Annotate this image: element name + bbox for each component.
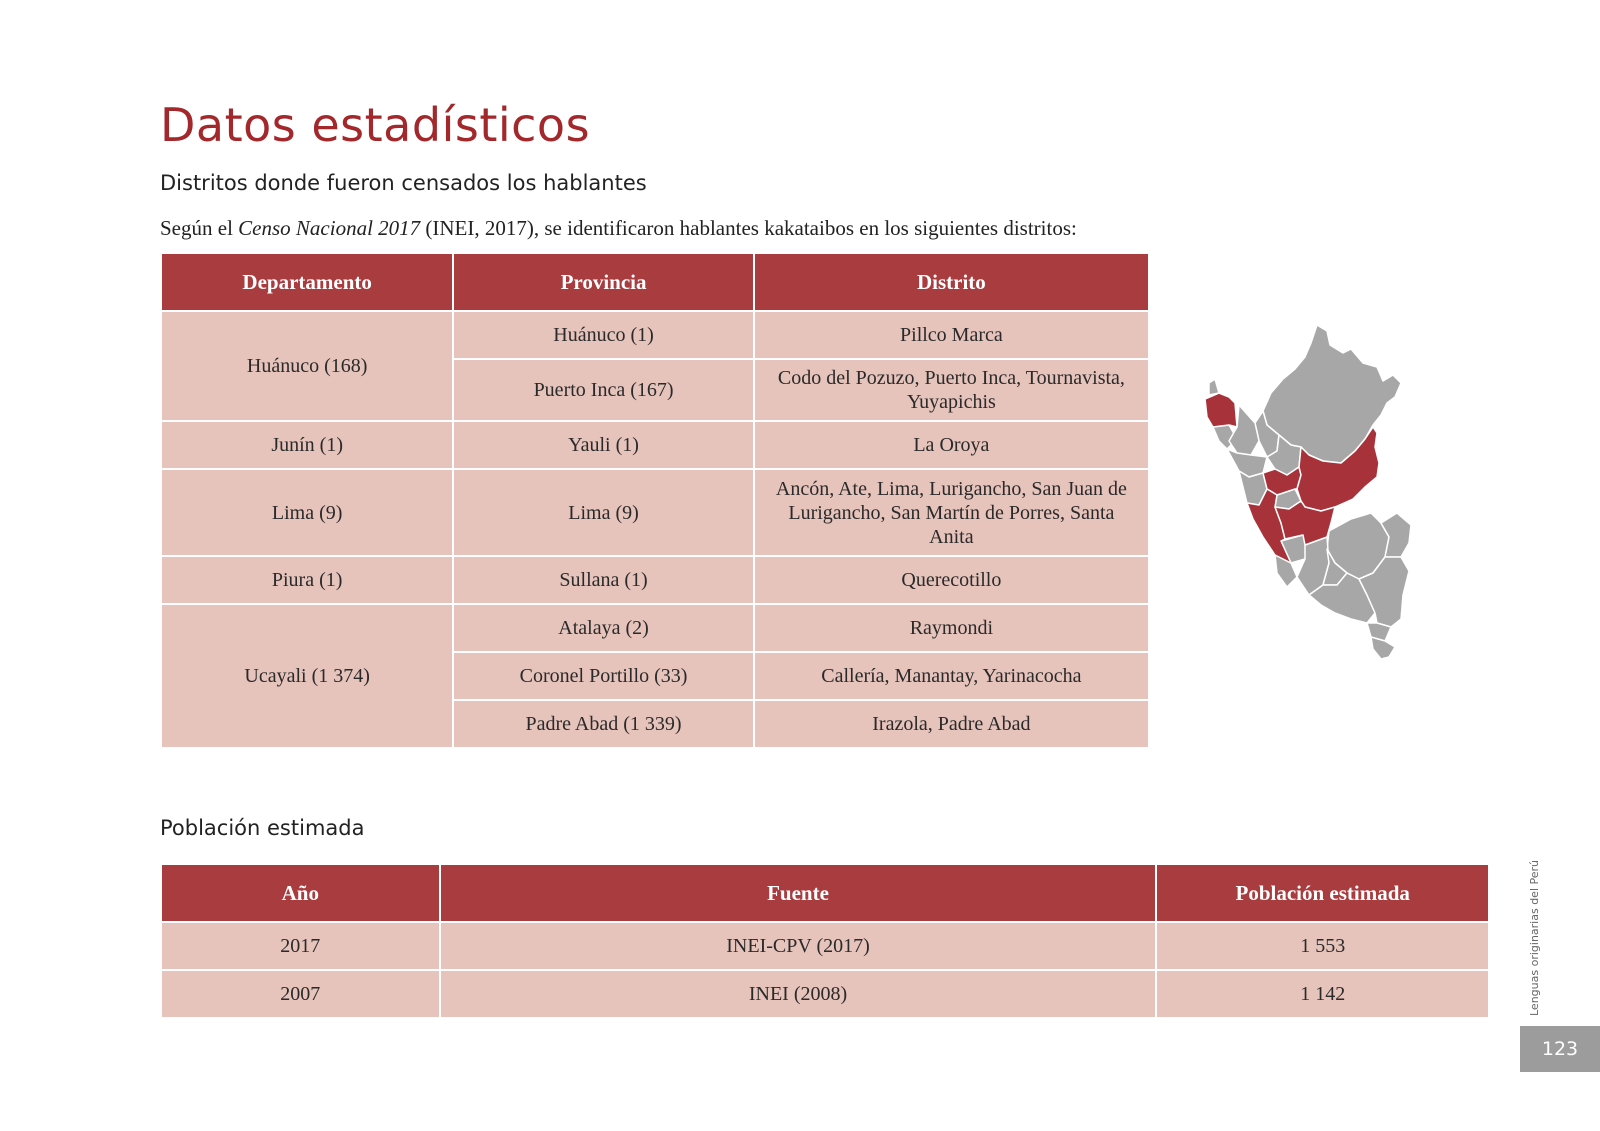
fuente-cell: INEI (2008) — [440, 970, 1157, 1018]
col-header-fuente: Fuente — [440, 864, 1157, 922]
population-table — [160, 863, 1490, 1019]
anio-cell: 2017 — [161, 922, 440, 970]
peru-map — [1205, 323, 1450, 668]
districts-table — [160, 252, 1150, 749]
table-row — [161, 604, 1149, 652]
provincia-cell: Coronel Portillo (33) — [453, 652, 753, 700]
provincia-cell: Puerto Inca (167) — [453, 359, 753, 421]
distrito-cell: Raymondi — [754, 604, 1149, 652]
poblacion-cell: 1 142 — [1156, 970, 1489, 1018]
running-footer-text: Lenguas originarias del Perú — [1528, 859, 1541, 1016]
distrito-cell: Irazola, Padre Abad — [754, 700, 1149, 748]
departamento-cell: Junín (1) — [161, 421, 453, 469]
provincia-cell: Atalaya (2) — [453, 604, 753, 652]
table-row — [161, 421, 1149, 469]
intro-paragraph — [160, 216, 1077, 241]
distrito-cell: Pillco Marca — [754, 311, 1149, 359]
col-header-anio: Año — [161, 864, 440, 922]
departamento-cell: Piura (1) — [161, 556, 453, 604]
table-row — [161, 469, 1149, 556]
table-row — [161, 311, 1149, 359]
anio-cell: 2007 — [161, 970, 440, 1018]
map-region-tacna — [1371, 637, 1395, 659]
provincia-cell: Huánuco (1) — [453, 311, 753, 359]
table-row — [161, 970, 1489, 1018]
fuente-cell: INEI-CPV (2017) — [440, 922, 1157, 970]
intro-text-end: (INEI, 2017), se identificaron hablantes kakataibos en los siguientes distritos: — [420, 216, 1077, 240]
provincia-cell: Yauli (1) — [453, 421, 753, 469]
map-region-tumbes — [1209, 379, 1219, 395]
section-heading-population: Población estimada — [160, 816, 365, 840]
page-title: Datos estadísticos — [160, 98, 591, 152]
provincia-cell: Padre Abad (1 339) — [453, 700, 753, 748]
departamento-cell: Ucayali (1 374) — [161, 604, 453, 748]
provincia-cell: Lima (9) — [453, 469, 753, 556]
departamento-cell: Lima (9) — [161, 469, 453, 556]
col-header-provincia: Provincia — [453, 253, 753, 311]
distrito-cell: Querecotillo — [754, 556, 1149, 604]
col-header-departamento: Departamento — [161, 253, 453, 311]
distrito-cell: Ancón, Ate, Lima, Lurigancho, San Juan de Lurigancho, San Martín de Porres, Santa Anita — [754, 469, 1149, 556]
col-header-distrito: Distrito — [754, 253, 1149, 311]
distrito-cell: La Oroya — [754, 421, 1149, 469]
intro-census-title: Censo Nacional 2017 — [238, 216, 421, 240]
poblacion-cell: 1 553 — [1156, 922, 1489, 970]
col-header-poblacion: Población estimada — [1156, 864, 1489, 922]
page-number: 123 — [1541, 1038, 1579, 1060]
page-number-box — [1520, 1026, 1600, 1072]
distrito-cell: Callería, Manantay, Yarinacocha — [754, 652, 1149, 700]
table-row — [161, 556, 1149, 604]
map-region-piura — [1205, 393, 1237, 427]
provincia-cell: Sullana (1) — [453, 556, 753, 604]
intro-text-start: Según el — [160, 216, 239, 240]
table-row — [161, 922, 1489, 970]
departamento-cell: Huánuco (168) — [161, 311, 453, 421]
section-heading-districts: Distritos donde fueron censados los hablantes — [160, 171, 647, 195]
distrito-cell: Codo del Pozuzo, Puerto Inca, Tournavista, Yuyapichis — [754, 359, 1149, 421]
